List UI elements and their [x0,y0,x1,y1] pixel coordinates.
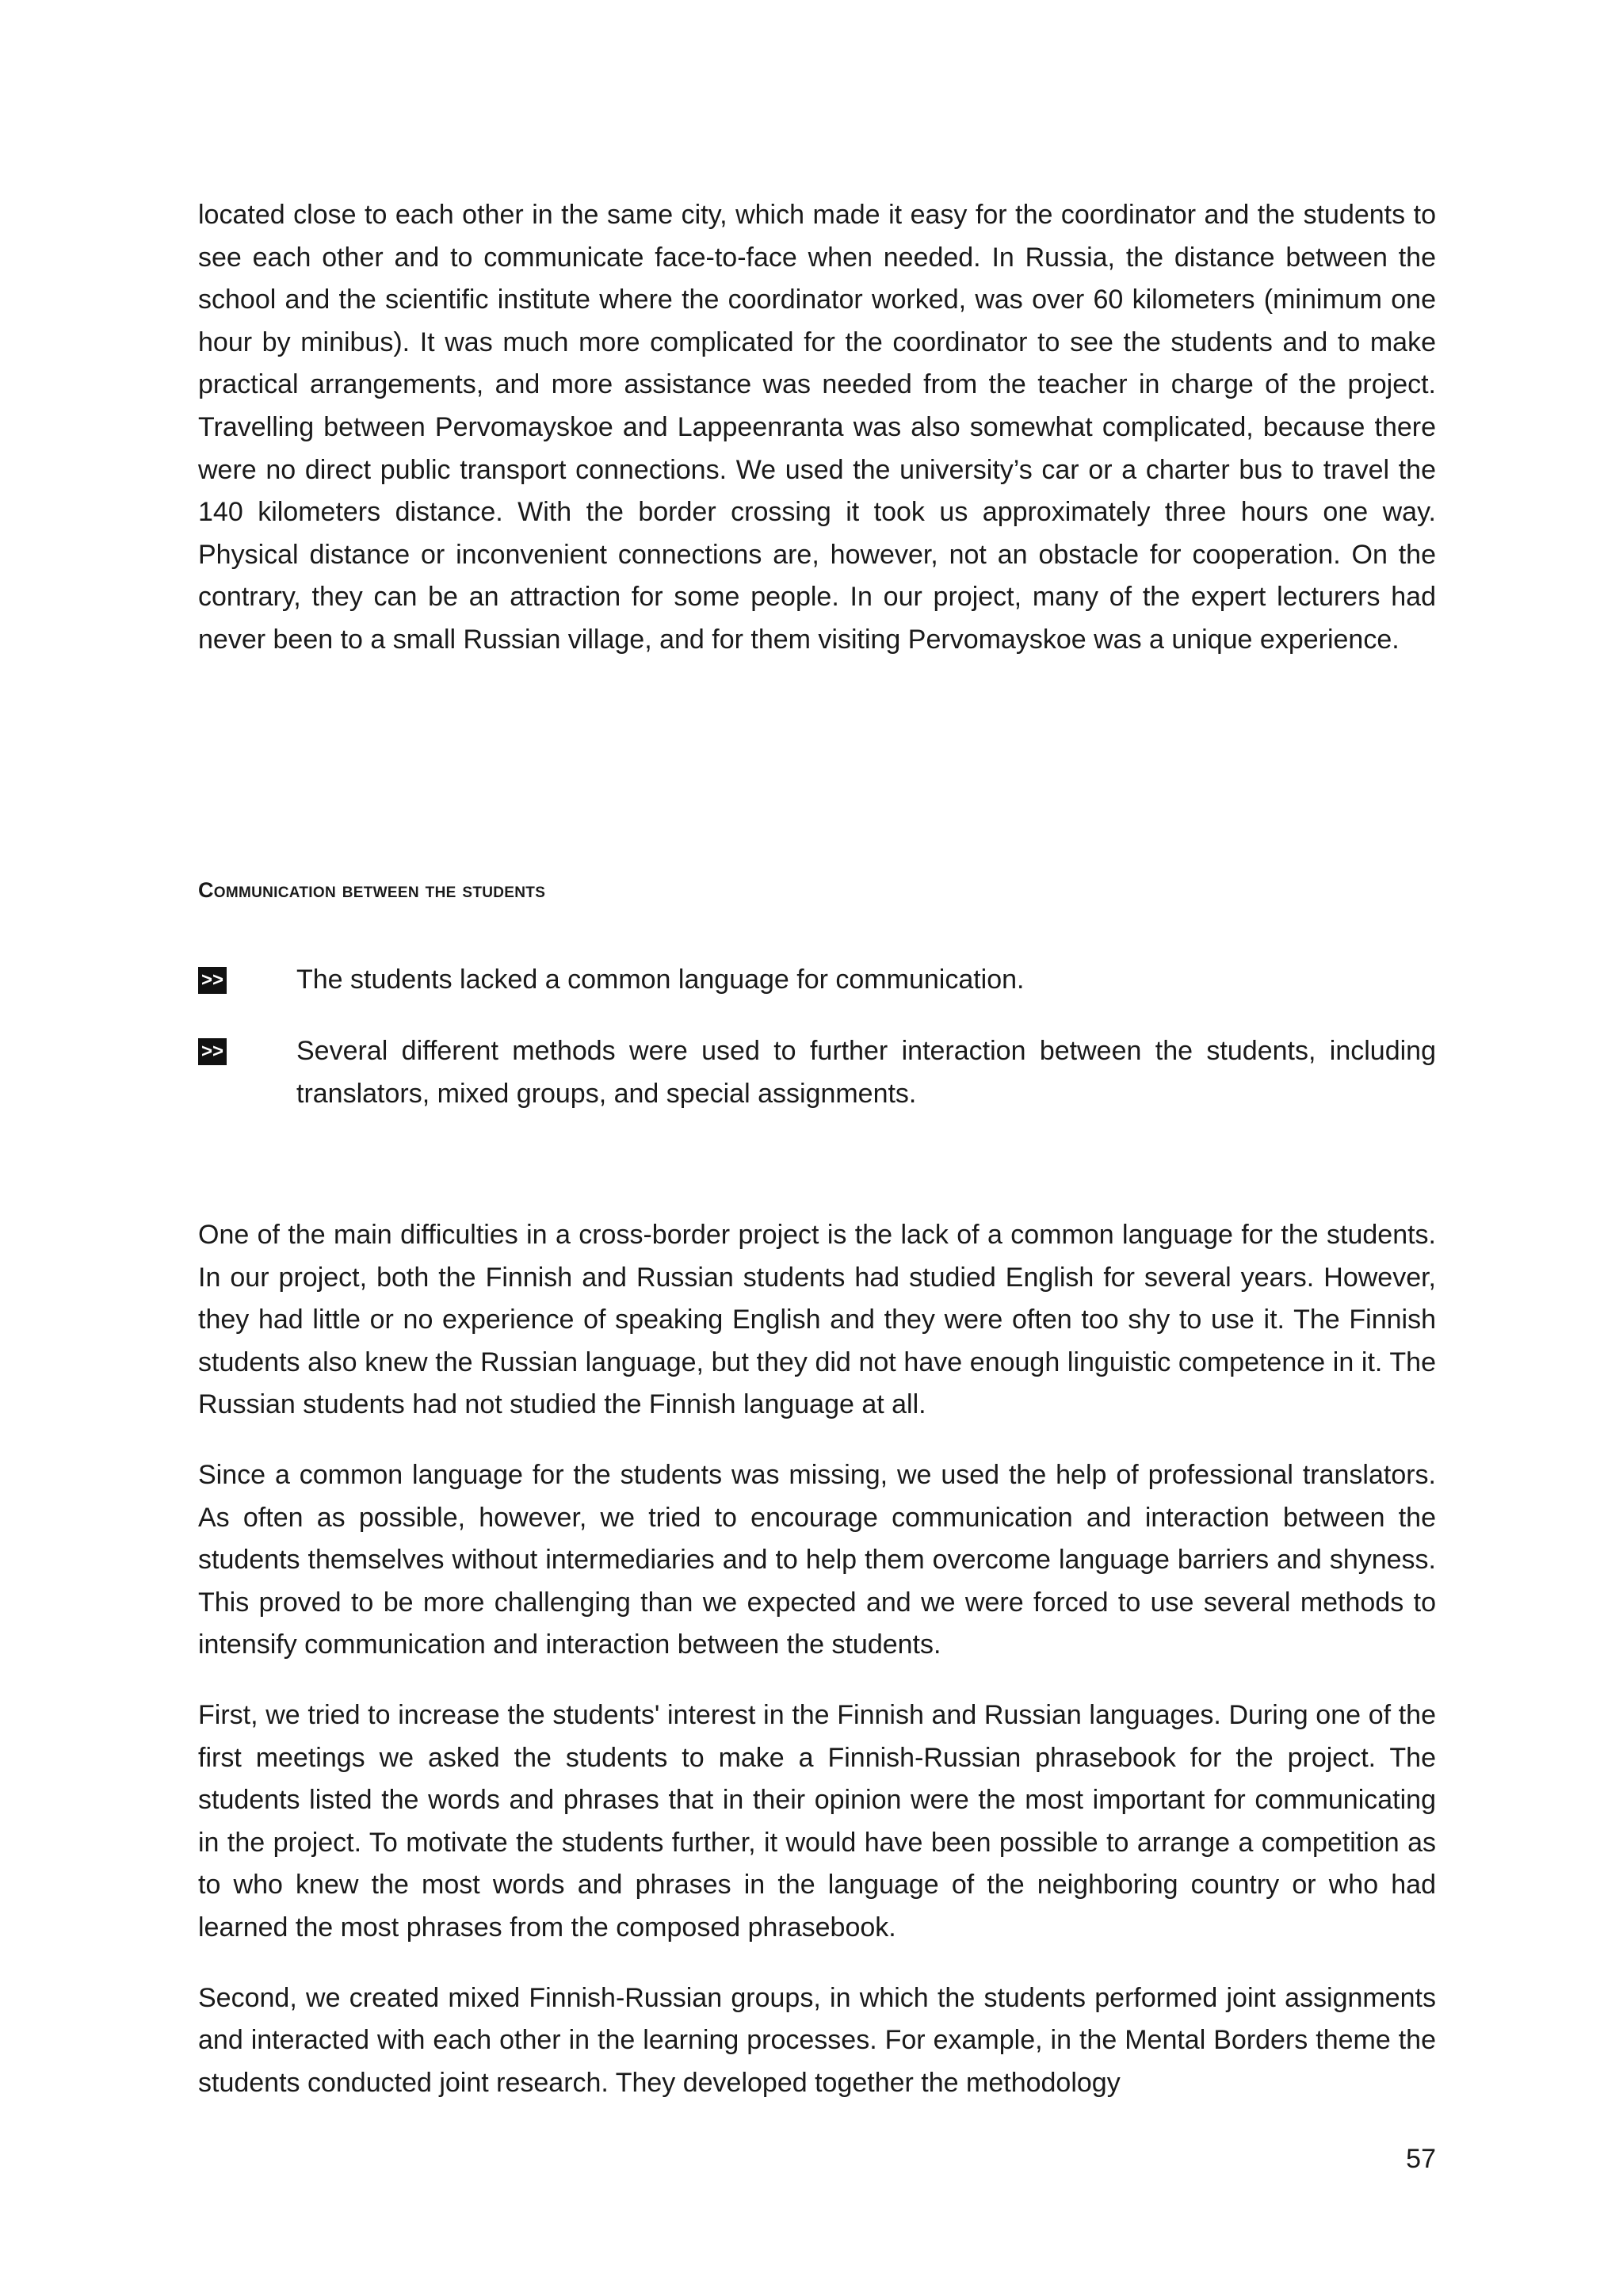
paragraph: First, we tried to increase the students' interest in the Finnish and Russian languages. During one of the first meetings we asked the students to make a Finnish-Russian phrasebook for the project. The students listed the words and phrases that in their opinion were the most important for communicating in the project. To motivate the students further, it would have been possible to arrange a competition as to who knew the most words and phrases in the language of the neighboring country or who had learned the most phrases from the composed phrasebook. [198,1699,1436,1943]
body-paragraphs [198,1214,1436,2104]
bullet-arrow-icon: >> [198,967,227,994]
page-number: 57 [1406,2144,1436,2174]
paragraph: Since a common language for the students was missing, we used the help of professional translators. As often as possible, however, we tried to encourage communication and interaction between the students themselves without intermediaries and to help them overcome language barriers and shyness. This proved to be more challenging than we expected and we were forced to use several methods to intensify communication and interaction between the students. [198,1459,1436,1660]
intro-section [198,194,1436,662]
section-heading: Communication between the students [198,878,546,902]
bullet-item [198,959,1436,1002]
bullet-item [198,1030,1436,1115]
paragraph: Second, we created mixed Finnish-Russian groups, in which the students performed joint assignments and interacted with each other in the learning processes. For example, in the Mental Borders theme the students conducted joint research. They developed together the methodology [198,1982,1436,2098]
bullet-arrow-icon: >> [198,1038,227,1065]
bullet-text: The students lacked a common language for communication. [296,965,1025,995]
bullet-text: Several different methods were used to further interaction between the students, including translators, mixed groups, and special assignments. [296,1036,1436,1109]
intro-paragraph: located close to each other in the same city, which made it easy for the coordinator and the students to see each other and to communicate face-to-face when needed. In Russia, the distance between the school and the scientific institute where the coordinator worked, was over 60 kilometers (minimum one hour by minibus). It was much more complicated for the coordinator to see the students and to make practical arrangements, and more assistance was needed from the teacher in charge of the project. Travelling between Pervomayskoe and Lappeenranta was also somewhat complicated, because there were no direct public transport connections. We used the university’s car or a charter bus to travel the 140 kilometers distance. With the border crossing it took us approximately three hours one way. Physical distance or inconvenient connections are, however, not an obstacle for cooperation. On the contrary, they can be an attraction for some people. In our project, many of the expert lecturers had never been to a small Russian village, and for them visiting Pervomayskoe was a unique experience. [198,200,1436,655]
paragraph: One of the main difficulties in a cross-border project is the lack of a common language for the students. In our project, both the Finnish and Russian students had studied English for several years. However, they had little or no experience of speaking English and they were often too shy to use it. The Finnish students also knew the Russian language, but they did not have enough linguistic competence in it. The Russian students had not studied the Finnish language at all. [198,1220,1436,1420]
